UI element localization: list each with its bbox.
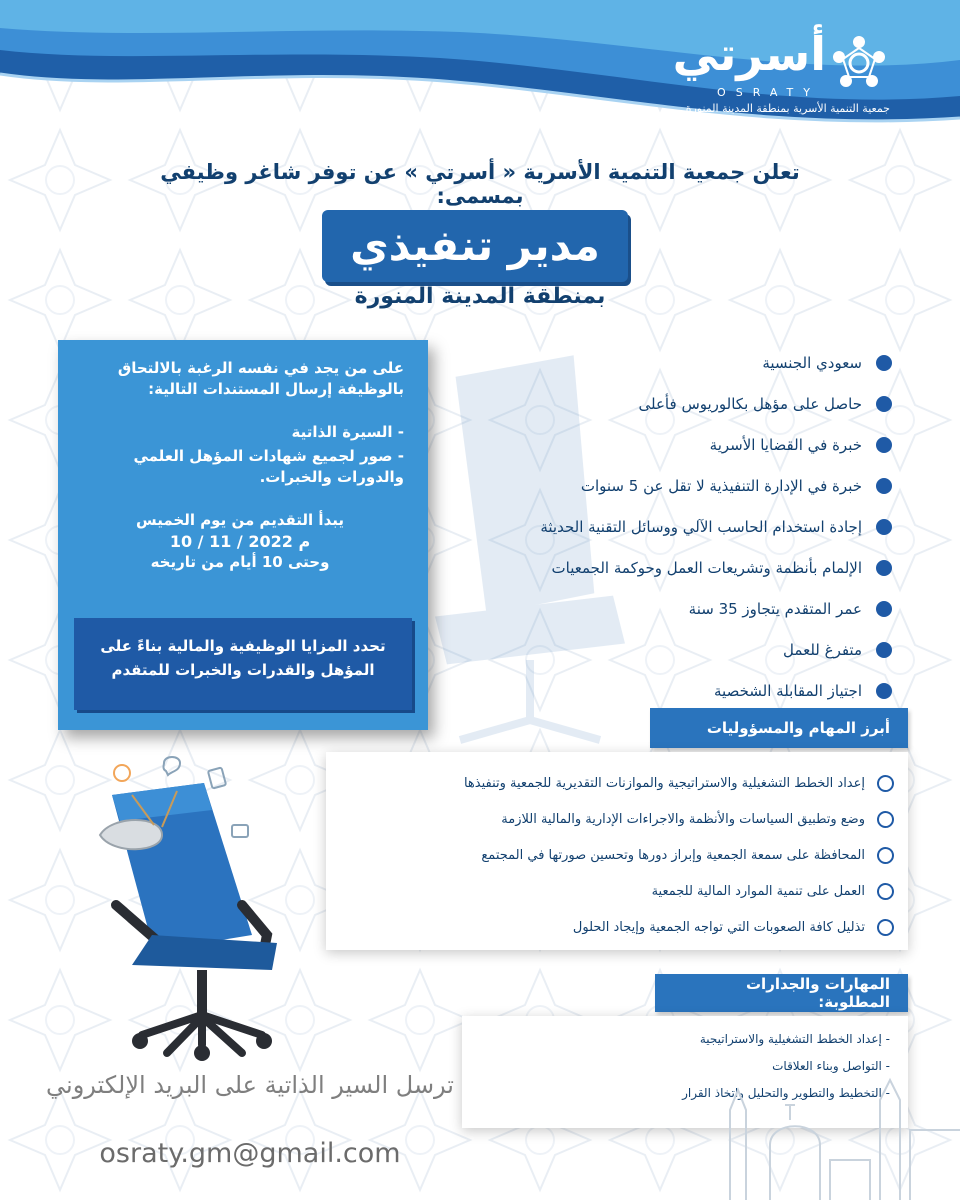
task-text: المحافظة على سمعة الجمعية وإبراز دورها وتحسين صورتها في المجتمع xyxy=(481,847,865,863)
circle-bullet-icon xyxy=(877,919,894,936)
skill-item: - إعداد الخطط التشغيلية والاستراتيجية xyxy=(699,1032,890,1046)
apply-date: 10 / 11 / 2022 م xyxy=(169,532,311,551)
skill-item: - التواصل وبناء العلاقات xyxy=(772,1059,890,1073)
apply-start-text: يبدأ التقديم من يوم الخميس xyxy=(136,511,344,529)
circle-bullet-icon xyxy=(877,811,894,828)
requirement-text: حاصل على مؤهل بكالوريوس فأعلى xyxy=(638,394,862,413)
circle-bullet-icon xyxy=(877,883,894,900)
task-text: إعداد الخطط التشغيلية والاستراتيجية والموازنات التقديرية للجمعية وتنفيذها xyxy=(463,775,865,791)
organization-name: جمعية التنمية الأسرية بمنطقة المدينة المنورة xyxy=(685,102,890,115)
skills-title: المهارات والجدارات المطلوبة: xyxy=(745,975,890,1011)
requirement-item xyxy=(432,670,892,711)
decor-icons xyxy=(114,765,130,781)
bullet-dot-icon xyxy=(876,396,892,412)
logo-latin-text: OSRATY xyxy=(717,86,820,99)
job-location: بمنطقة المدينة المنورة xyxy=(354,284,606,309)
bullet-dot-icon xyxy=(876,519,892,535)
circle-bullet-icon xyxy=(877,847,894,864)
tasks-list xyxy=(326,752,908,945)
requirement-item xyxy=(432,629,892,670)
requirement-item xyxy=(432,547,892,588)
contact-email[interactable]: osraty.gm@gmail.com xyxy=(99,1138,401,1169)
skill-item: - التخطيط والتطوير والتحليل واتخاذ القرار xyxy=(682,1086,890,1100)
requirement-item xyxy=(432,424,892,465)
apply-duration: وحتى 10 أيام من تاريخه xyxy=(150,553,330,571)
requirements-list xyxy=(432,342,892,711)
requirement-text: خبرة في الإدارة التنفيذية لا تقل عن 5 سنوات xyxy=(580,476,862,495)
bullet-dot-icon xyxy=(876,642,892,658)
task-text: العمل على تنمية الموارد المالية للجمعية xyxy=(651,883,865,899)
task-item xyxy=(336,909,894,945)
tasks-section-header xyxy=(650,708,908,748)
benefits-note: تحدد المزايا الوظيفية والمالية بناءً على المؤهل والقدرات والخبرات للمتقدم xyxy=(100,637,386,679)
bullet-dot-icon xyxy=(876,560,892,576)
osraty-logo xyxy=(660,20,890,120)
application-period xyxy=(76,510,404,573)
office-chair-illustration xyxy=(92,755,312,1065)
circle-bullet-icon xyxy=(877,775,894,792)
requirement-item xyxy=(432,383,892,424)
document-item: - السيرة الذاتية xyxy=(291,423,404,441)
task-text: وضع وتطبيق السياسات والأنظمة والاجراءات الإدارية والمالية اللازمة xyxy=(501,811,865,827)
requirement-text: اجتياز المقابلة الشخصية xyxy=(714,681,862,700)
skills-section-header xyxy=(655,974,908,1012)
requirement-item xyxy=(432,588,892,629)
requirement-item xyxy=(432,342,892,383)
logo-wordmark: أسرتي xyxy=(672,27,826,81)
job-title-banner xyxy=(322,210,628,282)
tasks-title: أبرز المهام والمسؤوليات xyxy=(706,719,890,737)
medina-skyline-illustration xyxy=(660,1050,960,1200)
bullet-dot-icon xyxy=(876,683,892,699)
bullet-dot-icon xyxy=(876,601,892,617)
requirement-text: عمر المتقدم يتجاوز 35 سنة xyxy=(688,599,862,618)
requirement-item xyxy=(432,465,892,506)
task-item xyxy=(336,837,894,873)
application-info-panel xyxy=(58,340,428,730)
job-title: مدير تنفيذي xyxy=(350,221,600,270)
requirement-text: سعودي الجنسية xyxy=(762,353,862,372)
task-text: تذليل كافة الصعوبات التي تواجه الجمعية وإيجاد الحلول xyxy=(572,919,865,935)
task-item xyxy=(336,873,894,909)
task-item xyxy=(336,801,894,837)
requirement-text: إجادة استخدام الحاسب الآلي ووسائل التقنية الحديثة xyxy=(540,517,862,536)
flower-logo-icon xyxy=(828,32,890,94)
email-instruction: ترسل السير الذاتية على البريد الإلكتروني xyxy=(46,1071,454,1099)
benefits-note-box xyxy=(74,618,412,710)
required-documents-list xyxy=(76,422,404,488)
requirement-text: الإلمام بأنظمة وتشريعات العمل وحوكمة الجمعيات xyxy=(551,558,862,577)
announcement-headline: تعلن جمعية التنمية الأسرية « أسرتي » عن توفر شاغر وظيفي بمسمى: xyxy=(160,160,800,208)
requirement-item xyxy=(432,506,892,547)
application-intro: على من يجد في نفسه الرغبة بالالتحاق بالوظيفة إرسال المستندات التالية: xyxy=(117,359,404,398)
requirement-text: متفرغ للعمل xyxy=(783,640,862,659)
bullet-dot-icon xyxy=(876,437,892,453)
task-item xyxy=(336,765,894,801)
bullet-dot-icon xyxy=(876,478,892,494)
requirement-text: خبرة في القضايا الأسرية xyxy=(709,435,862,454)
document-item: - صور لجميع شهادات المؤهل العلمي والدورات والخبرات. xyxy=(133,447,404,486)
tasks-card xyxy=(326,752,908,950)
bullet-dot-icon xyxy=(876,355,892,371)
